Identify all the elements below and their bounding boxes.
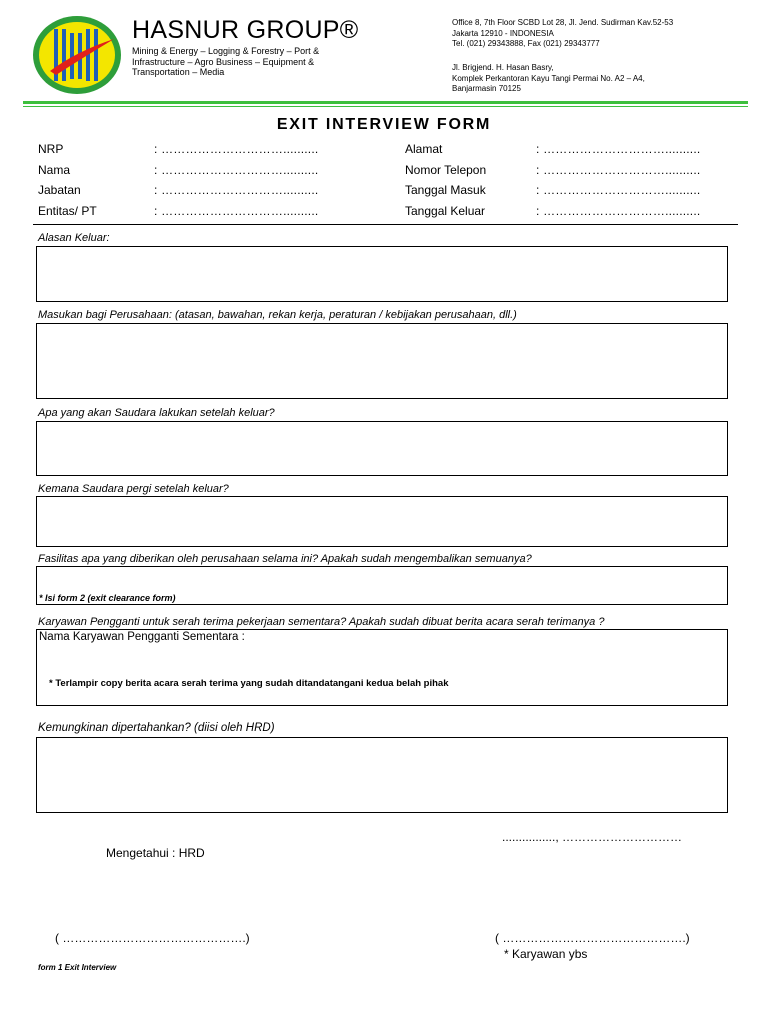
hasnur-logo — [32, 15, 122, 95]
field-label-entitas: Entitas/ PT — [38, 204, 97, 218]
note-berita-acara: * Terlampir copy berita acara serah terima yang sudah ditandatangani kedua belah pihak — [49, 678, 449, 689]
field-nama[interactable]: : ………………………….......... — [154, 163, 319, 177]
field-tanggal-masuk[interactable]: : ………………………….......... — [536, 183, 701, 197]
hrd-signature-line[interactable]: ( ……………………………………….) — [55, 931, 250, 945]
question-masukan: Masukan bagi Perusahaan: (atasan, bawahan, rekan kerja, peraturan / kebijakan perusahaan, dll.) — [38, 309, 517, 321]
question-alasan-keluar: Alasan Keluar: — [38, 232, 110, 244]
answer-box-fasilitas[interactable] — [36, 566, 728, 605]
answer-box-kemana[interactable] — [36, 496, 728, 547]
question-dipertahankan: Kemungkinan dipertahankan? (diisi oleh HRD) — [38, 722, 275, 734]
field-alamat[interactable]: : ………………………….......... — [536, 142, 701, 156]
field-jabatan[interactable]: : ………………………….......... — [154, 183, 319, 197]
company-tagline: Mining & Energy – Logging & Forestry – Port & Infrastructure – Agro Business – Equipment & Transportation – Media — [132, 46, 320, 77]
question-setelah-keluar: Apa yang akan Saudara lakukan setelah keluar? — [38, 407, 275, 419]
question-kemana: Kemana Saudara pergi setelah keluar? — [38, 483, 229, 495]
header-divider — [23, 101, 748, 104]
field-label-jabatan: Jabatan — [38, 183, 81, 197]
question-fasilitas: Fasilitas apa yang diberikan oleh perusahaan selama ini? Apakah sudah mengembalikan semuanya? — [38, 553, 532, 565]
form-footer: form 1 Exit Interview — [38, 963, 117, 972]
field-label-nrp: NRP — [38, 142, 64, 156]
answer-box-dipertahankan[interactable] — [36, 737, 728, 813]
office-address-jakarta: Office 8, 7th Floor SCBD Lot 28, Jl. Jend. Sudirman Kav.52-53 Jakarta 12910 - INDONESIA Tel. (021) 29343888, Fax (021) 29343777 — [452, 18, 674, 48]
field-label-nama: Nama — [38, 163, 71, 177]
section-divider — [33, 224, 738, 225]
employee-signature-line[interactable]: ( ……………………………………….) — [495, 931, 690, 945]
form-title: EXIT INTERVIEW FORM — [276, 116, 492, 133]
company-name: HASNUR GROUP® — [132, 16, 359, 44]
field-nrp[interactable]: : ………………………….......... — [154, 142, 319, 156]
field-tanggal-keluar[interactable]: : ………………………….......... — [536, 204, 701, 218]
question-karyawan-pengganti: Karyawan Pengganti untuk serah terima pekerjaan sementara? Apakah sudah dibuat berita acara serah terimanya ? — [38, 616, 605, 628]
label-nama-pengganti: Nama Karyawan Pengganti Sementara : — [39, 631, 245, 643]
employee-caption: * Karyawan ybs — [504, 947, 588, 961]
field-label-tanggal-keluar: Tanggal Keluar — [405, 204, 486, 218]
answer-box-karyawan-pengganti[interactable] — [36, 629, 728, 706]
header-divider-thin — [23, 106, 748, 107]
answer-box-setelah-keluar[interactable] — [36, 421, 728, 476]
place-date-field[interactable]: ................, ………………………… — [502, 830, 683, 844]
note-exit-clearance: * Isi form 2 (exit clearance form) — [39, 593, 176, 603]
field-entitas[interactable]: : ………………………….......... — [154, 204, 319, 218]
field-label-telepon: Nomor Telepon — [405, 163, 487, 177]
known-by-hrd: Mengetahui : HRD — [106, 846, 205, 860]
answer-box-masukan[interactable] — [36, 323, 728, 399]
field-label-tanggal-masuk: Tanggal Masuk — [405, 183, 486, 197]
field-label-alamat: Alamat — [405, 142, 443, 156]
field-telepon[interactable]: : ………………………….......... — [536, 163, 701, 177]
office-address-banjarmasin: Jl. Brigjend. H. Hasan Basry, Komplek Perkantoran Kayu Tangi Permai No. A2 – A4, Banjarmasin 70125 — [452, 63, 645, 93]
answer-box-alasan-keluar[interactable] — [36, 246, 728, 302]
